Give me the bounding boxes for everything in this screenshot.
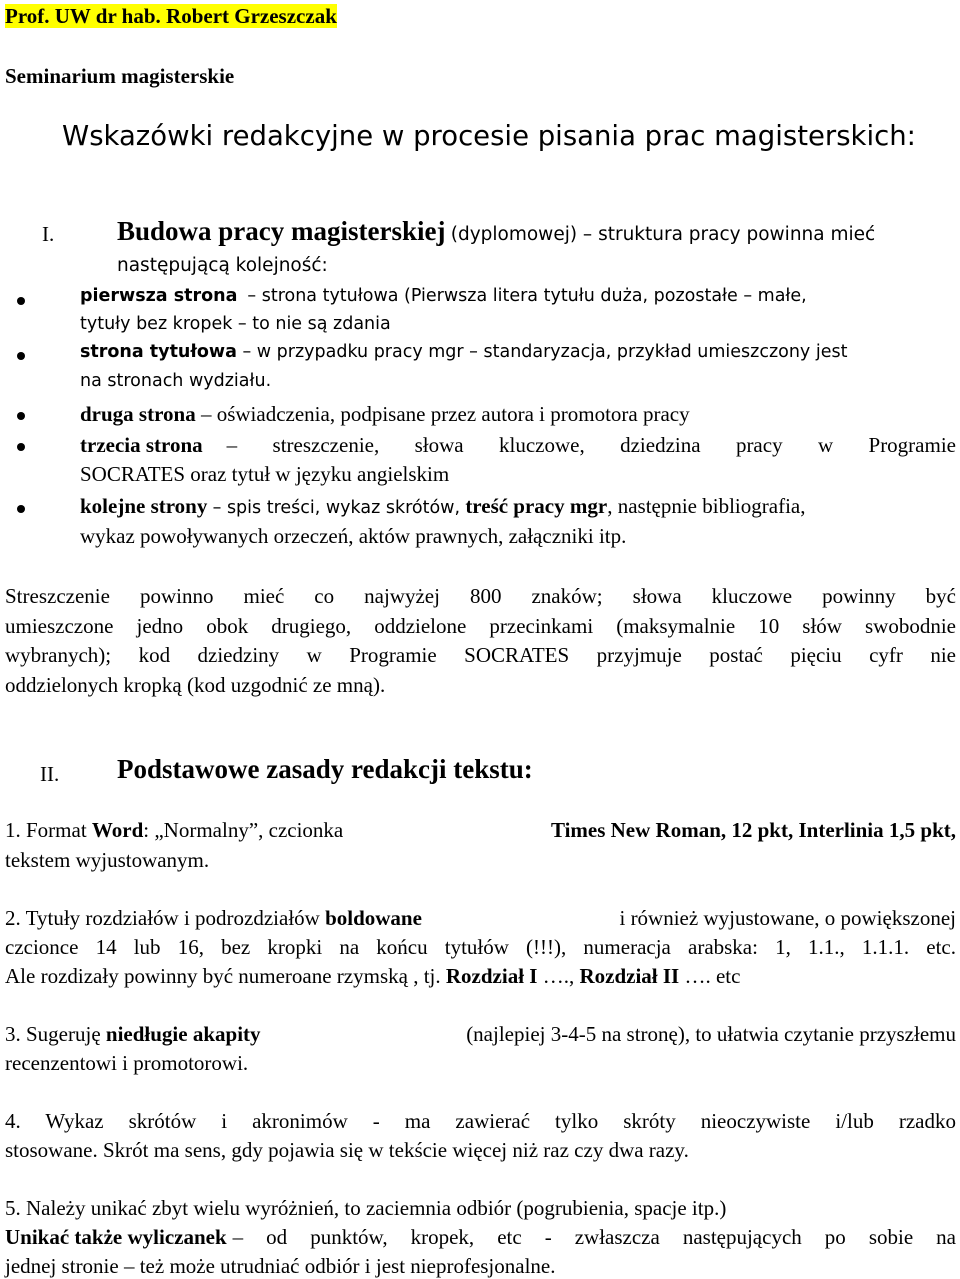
bullet-dot (17, 297, 25, 305)
rule-bold: niedługie akapity (105, 1022, 261, 1046)
rule-text: …. etc (679, 964, 741, 988)
rule-5: 5. Należy unikać zbyt wielu wyróżnień, to zaciemnia odbiór (pogrubienia, spacje itp.) (5, 1196, 727, 1220)
rule-bold: Unikać także wyliczanek (5, 1225, 227, 1249)
bullet-text-tail: , następnie bibliografia, (607, 494, 806, 518)
rule-text: (najlepiej 3-4-5 na stronę), to ułatwia czytanie przyszłemu (466, 1022, 956, 1046)
bullet-item (80, 342, 847, 362)
section-2-heading: Podstawowe zasady redakcji tekstu: (117, 754, 533, 784)
section-1-heading (117, 216, 875, 247)
rule-text: 2. Tytuły rozdziałów i podrozdziałów (5, 906, 326, 930)
rule-5-line3: jednej stronie – też może utrudniać odbiór i jest nieprofesjonalne. (5, 1254, 556, 1278)
bullet-bold: strona tytułowa (80, 342, 237, 362)
paragraph-line: Streszczenie powinno mieć co najwyżej 800 znaków; słowa kluczowe powinny być (5, 584, 956, 608)
rule-text: 1. Format (5, 818, 92, 842)
bullet-item (80, 433, 956, 458)
rule-text: i również wyjustowane, o powiększonej (619, 906, 956, 930)
rule-bold: boldowane (325, 906, 422, 930)
bullet-text: – streszczenie, słowa kluczowe, dziedzina pracy w Programie (226, 433, 956, 457)
rule-3 (5, 1022, 956, 1047)
rule-1-line2: tekstem wyjustowanym. (5, 848, 210, 872)
bullet-bold: kolejne strony (80, 494, 208, 518)
section-2-number: II. (40, 762, 60, 786)
bullet-dot (17, 412, 25, 420)
rule-text: 3. Sugeruję (5, 1022, 106, 1046)
rule-2 (5, 906, 956, 931)
section-1-heading-line2: następującą kolejność: (117, 255, 328, 276)
rule-text: – od punktów, kropek, etc - zwłaszcza następujących po sobie na (232, 1225, 956, 1249)
bullet-text: – strona tytułowa (Pierwsza litera tytułu duża, pozostałe – małe, (247, 286, 807, 306)
bullet-item (80, 402, 690, 427)
bullet-text: – spis treści, wykaz skrótów, (212, 498, 461, 518)
rule-5-line2 (5, 1225, 956, 1250)
rule-text: Ale rozdizały powinny być numeroane rzymską , tj. (5, 964, 446, 988)
rule-bold: Times New Roman, 12 pkt, Interlinia 1,5 pkt, (550, 818, 956, 842)
bullet-line2: SOCRATES oraz tytuł w języku angielskim (80, 462, 450, 486)
section-1-heading-bold: Budowa pracy magisterskiej (117, 216, 446, 246)
author-line (5, 4, 337, 29)
bullet-dot (17, 505, 25, 513)
rule-3-line2: recenzentowi i promotorowi. (5, 1051, 249, 1075)
rule-text: : „Normalny”, czcionka (143, 818, 344, 842)
paragraph-line: umieszczone jedno obok drugiego, oddzielone przecinkami (maksymalnie 10 słów swobodnie (5, 613, 956, 638)
rule-bold: Rozdział I (445, 964, 538, 988)
bullet-dot (17, 352, 25, 360)
rule-1 (5, 818, 956, 843)
rule-4-line2: stosowane. Skrót ma sens, gdy pojawia się w tekście więcej niż raz czy dwa razy. (5, 1138, 689, 1162)
rule-text: …., (537, 964, 580, 988)
bullet-bold: pierwsza strona (80, 286, 238, 306)
section-1-heading-rest: (dyplomowej) – struktura pracy powinna mieć (450, 224, 876, 245)
abstract-paragraph (5, 582, 956, 700)
bullet-line2: tytuły bez kropek – to nie są zdania (80, 314, 391, 334)
author-highlight: Prof. UW dr hab. Robert Grzeszczak (5, 4, 337, 28)
bullet-item (80, 494, 805, 519)
rule-bold: Word (91, 818, 144, 842)
seminar-label: Seminarium magisterskie (5, 64, 235, 88)
section-1-number: I. (42, 222, 55, 246)
bullet-line2: wykaz powoływanych orzeczeń, aktów prawnych, załączniki itp. (80, 524, 627, 548)
bullet-item (80, 286, 956, 306)
bullet-dot (17, 443, 25, 451)
rule-2-line2: czcionce 14 lub 16, bez kropki na końcu tytułów (!!!), numeracja arabska: 1, 1.1., 1.1.1. etc. (5, 935, 956, 959)
bullet-line2: na stronach wydziału. (80, 371, 272, 391)
bullet-text: – oświadczenia, podpisane przez autora i promotora pracy (200, 402, 690, 426)
rule-bold: Rozdział II (579, 964, 680, 988)
bullet-bold: trzecia strona (80, 433, 203, 457)
rule-4: 4. Wykaz skrótów i akronimów - ma zawierać tylko skróty nieoczywiste i/lub rzadko (5, 1109, 956, 1133)
bullet-bold-inline: treść pracy mgr (465, 494, 608, 518)
bullet-bold: druga strona (80, 402, 196, 426)
paragraph-line: oddzielonych kropką (kod uzgodnić ze mną). (5, 672, 386, 697)
bullet-text: – w przypadku pracy mgr – standaryzacja, przykład umieszczony jest (242, 342, 848, 362)
document-title: Wskazówki redakcyjne w procesie pisania prac magisterskich: (62, 120, 916, 152)
paragraph-line: wybranych); kod dziedziny w Programie SOCRATES przyjmuje postać pięciu cyfr nie (5, 643, 956, 667)
rule-2-line3 (5, 964, 740, 989)
